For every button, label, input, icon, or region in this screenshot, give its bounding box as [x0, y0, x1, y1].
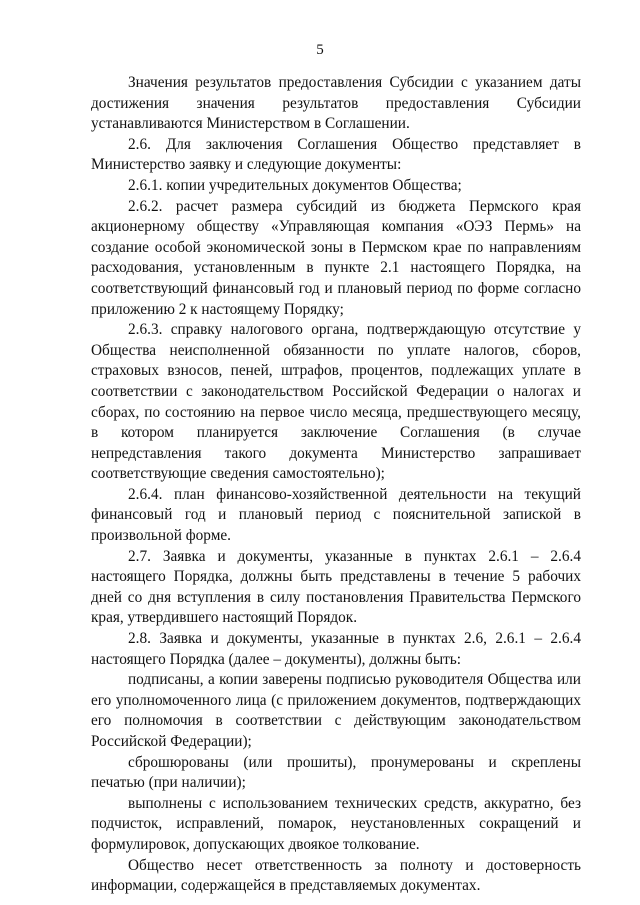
- paragraph-2-6: 2.6. Для заключения Соглашения Общество представляет в Министерство заявку и следующие документы:: [91, 135, 581, 174]
- paragraph-2-7: 2.7. Заявка и документы, указанные в пунктах 2.6.1 – 2.6.4 настоящего Порядка, должны быть представлены в течение 5 рабочих дней со дня вступления в силу постановления Правительства Пермского края, утвердившего настоящий Порядок.: [91, 547, 581, 627]
- page-number: 5: [316, 42, 324, 58]
- paragraph-results-dates: Значения результатов предоставления Субсидии с указанием даты достижения значения результатов предоставления Субсидии устанавливаются Министерством в Соглашении.: [91, 74, 581, 133]
- paragraph-executed: выполнены с использованием технических средств, аккуратно, без подчисток, исправлений, помарок, неустановленных сокращений и формулировок, допускающих двоякое толкование.: [91, 794, 581, 853]
- paragraph-2-6-3: 2.6.3. справку налогового органа, подтверждающую отсутствие у Общества неисполненной обязанности по уплате налогов, сборов, страховых взносов, пеней, штрафов, процентов, подлежащих уплате в соответствии с законодательством Российской Федерации о налогах и сборах, по состоянию на первое число месяца, предшествующего месяцу, в котором планируется заключение Соглашения (в случае непредставления такого документа Министерство запрашивает соответствующие сведения самостоятельно);: [91, 321, 581, 483]
- paragraph-responsibility: Общество несет ответственность за полноту и достоверность информации, содержащейся в представляемых документах.: [91, 856, 581, 895]
- paragraph-bound: сброшюрованы (или прошиты), пронумерованы и скреплены печатью (при наличии);: [91, 753, 581, 792]
- paragraph-2-6-1: 2.6.1. копии учредительных документов Общества;: [128, 176, 462, 194]
- paragraph-signed: подписаны, а копии заверены подписью руководителя Общества или его уполномоченного лица (с приложением документов, подтверждающих его полномочия в соответствии с действующим законодательством Российской Федерации);: [91, 671, 581, 750]
- paragraph-2-6-4: 2.6.4. план финансово-хозяйственной деятельности на текущий финансовый год и плановый период с пояснительной запиской в произвольной форме.: [91, 485, 581, 545]
- paragraph-2-6-2: 2.6.2. расчет размера субсидий из бюджета Пермского края акционерному обществу «Управляющая компания «ОЭЗ Пермь» на создание особой экономической зоны в Пермском крае по направлениям расходования, установленным в пункте 2.1 настоящего Порядка, на соответствующий финансовый год и плановый период по форме согласно приложению 2 к настоящему Порядку;: [91, 197, 581, 318]
- paragraph-2-8: 2.8. Заявка и документы, указанные в пунктах 2.6, 2.6.1 – 2.6.4 настоящего Порядка (далее – документы), должны быть:: [91, 630, 581, 668]
- document-body: [91, 73, 581, 897]
